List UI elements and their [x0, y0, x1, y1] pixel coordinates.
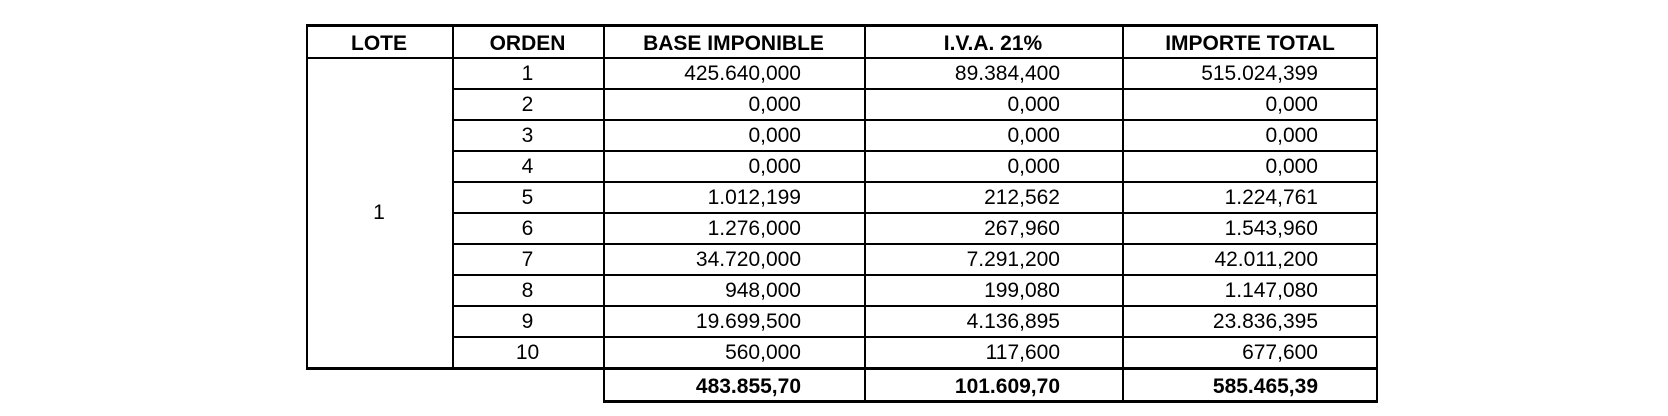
table-row-iva: 7.291,200 [966, 248, 1060, 271]
table-row-base: 560,000 [725, 341, 801, 364]
table-border-right [1376, 24, 1378, 403]
table-row-orden: 1 [521, 62, 534, 85]
table-row-iva: 4.136,895 [966, 310, 1060, 333]
table-row-iva: 267,960 [984, 217, 1060, 240]
table-row-total: 0,000 [1265, 155, 1318, 178]
table-row-total: 677,600 [1242, 341, 1318, 364]
total-base-imponible: 483.855,70 [695, 375, 801, 398]
table-row-iva: 199,080 [984, 279, 1060, 302]
header-lote: LOTE [351, 32, 407, 55]
header-orden: ORDEN [489, 32, 566, 55]
table-row-orden: 6 [521, 217, 534, 240]
table-row-iva: 0,000 [1007, 124, 1060, 147]
total-importe: 585.465,39 [1212, 375, 1318, 398]
table-row-base: 948,000 [725, 279, 801, 302]
header-iva: I.V.A. 21% [943, 32, 1043, 55]
table-row-iva: 89.384,400 [954, 62, 1060, 85]
lote-value: 1 [373, 201, 385, 224]
table-row-base: 1.276,000 [707, 217, 801, 240]
table-row-total: 1.224,761 [1224, 186, 1318, 209]
table-row-orden: 4 [521, 155, 534, 178]
table-row-orden: 7 [521, 248, 534, 271]
table-row-orden: 3 [521, 124, 534, 147]
table-row-orden: 2 [521, 93, 534, 116]
table-row-base: 34.720,000 [695, 248, 801, 271]
table-row-base: 425.640,000 [684, 62, 801, 85]
table-row-total: 42.011,200 [1214, 248, 1318, 271]
table-row-total: 0,000 [1265, 93, 1318, 116]
table-row-iva: 0,000 [1007, 155, 1060, 178]
table-row-total: 1.147,080 [1224, 279, 1318, 302]
table-row-orden: 8 [521, 279, 534, 302]
table-row-iva: 212,562 [984, 186, 1060, 209]
table-border-left [306, 24, 308, 370]
table-row-base: 0,000 [748, 93, 801, 116]
table-border-top [306, 24, 1378, 27]
table-row-orden: 5 [521, 186, 534, 209]
table-row-total: 515.024,399 [1201, 62, 1318, 85]
table-row-total: 23.836,395 [1212, 310, 1318, 333]
header-importe-total: IMPORTE TOTAL [1165, 32, 1335, 55]
table-row-base: 1.012,199 [707, 186, 801, 209]
table-row-orden: 10 [515, 341, 540, 364]
table-row-base: 0,000 [748, 155, 801, 178]
total-iva: 101.609,70 [954, 375, 1060, 398]
table-row-total: 0,000 [1265, 124, 1318, 147]
table-row-base: 0,000 [748, 124, 801, 147]
table-row-iva: 0,000 [1007, 93, 1060, 116]
table-row-base: 19.699,500 [695, 310, 801, 333]
table-row-orden: 9 [521, 310, 534, 333]
table-row-iva: 117,600 [985, 341, 1060, 364]
header-base-imponible: BASE IMPONIBLE [643, 32, 824, 55]
table-row-total: 1.543,960 [1224, 217, 1318, 240]
